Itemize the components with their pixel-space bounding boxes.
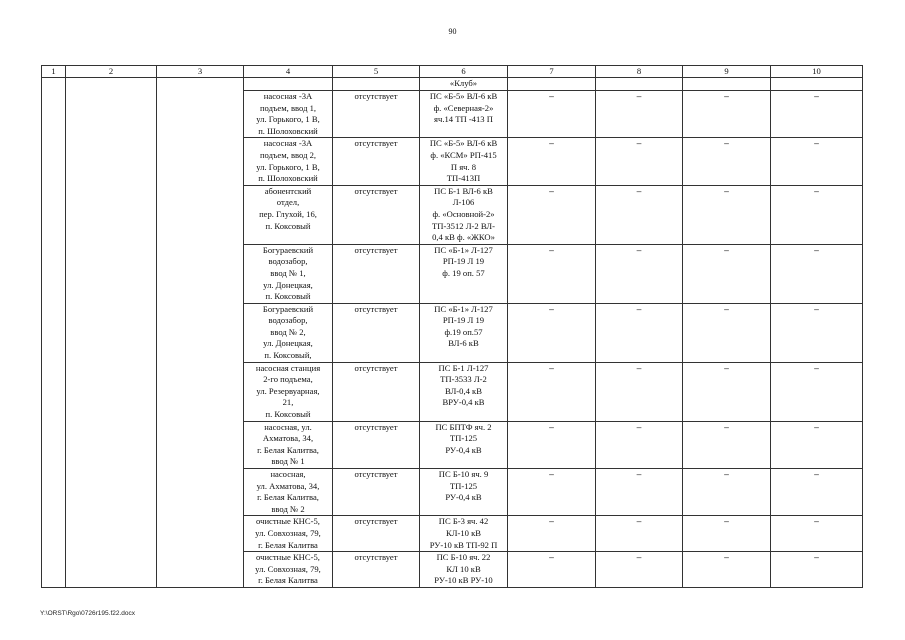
dash-cell-c9: –	[683, 185, 771, 244]
supply-cell-line: ф. «Основной-2»	[432, 208, 495, 219]
supply-cell-line: ПС Б-3 яч. 42	[438, 516, 489, 527]
supply-cell-line: КЛ-10 кВ	[445, 527, 482, 538]
object-cell-line: ул. Совхозная, 79,	[255, 563, 321, 574]
object-cell-line: насосная, ул.	[264, 421, 312, 432]
supply-cell-line: РУ-0,4 кВ	[445, 492, 482, 503]
object-cell-line: абонентский	[264, 185, 312, 196]
object-cell-line: ул. Резервуарная,	[256, 385, 320, 396]
supply-cell	[420, 552, 508, 588]
status-cell: отсутствует	[333, 552, 420, 588]
col-1-merged-cell	[42, 78, 66, 588]
supply-cell-line: ВЛ-0,4 кВ	[445, 385, 482, 396]
dash-cell-c7: –	[508, 552, 596, 588]
header-col-3: 3	[157, 66, 244, 78]
object-cell-line: ввод № 2	[271, 503, 305, 514]
object-cell	[244, 244, 333, 303]
dash-cell-c8: –	[596, 362, 683, 421]
dash-cell-c7: –	[508, 362, 596, 421]
supply-cell-line: ПС Б-1 ВЛ-6 кВ	[434, 185, 493, 196]
object-cell-line: п. Коксовый	[265, 220, 311, 231]
object-cell-line: ул. Совхозная, 79,	[255, 527, 321, 538]
supply-cell-line: ТП-3533 Л-2	[440, 374, 487, 385]
supply-cell-line: РП-19 Л 19	[442, 315, 485, 326]
header-col-4: 4	[244, 66, 333, 78]
object-cell-line: г. Белая Калитва,	[257, 444, 319, 455]
supply-cell-line: яч.14 ТП -413 П	[434, 114, 493, 125]
dash-cell-c10: –	[771, 138, 863, 185]
dash-cell-c10: –	[771, 244, 863, 303]
dash-cell-c7: –	[508, 138, 596, 185]
object-cell-line: ввод № 1	[271, 456, 305, 467]
dash-cell-c9: –	[683, 244, 771, 303]
header-col-8: 8	[596, 66, 683, 78]
supply-cell-line: ПС «Б-5» ВЛ-6 кВ	[429, 138, 498, 149]
supply-cell	[420, 244, 508, 303]
supply-cell-line: ТП-125	[449, 480, 478, 491]
object-cell-line: насосная -3А	[263, 138, 313, 149]
dash-cell-c7: –	[508, 244, 596, 303]
object-cell-line: водозабор,	[268, 256, 308, 267]
object-cell-line: Богураевский	[262, 244, 314, 255]
continuation-row	[42, 78, 863, 91]
status-cell: отсутствует	[333, 138, 420, 185]
supply-cell-line: ф.19 оп.57	[444, 326, 483, 337]
dash-cell-c10: –	[771, 303, 863, 362]
object-cell	[244, 421, 333, 468]
object-cell	[244, 516, 333, 552]
header-col-7: 7	[508, 66, 596, 78]
object-cell-line: Ахматова, 34,	[262, 433, 314, 444]
dash-cell-c9: –	[683, 138, 771, 185]
status-cell: отсутствует	[333, 244, 420, 303]
supply-cell-line: 0,4 кВ ф. «ЖКО»	[432, 232, 495, 243]
continuation-c8-cell	[596, 78, 683, 91]
dash-cell-c10: –	[771, 421, 863, 468]
object-cell	[244, 138, 333, 185]
supply-cell-line: ф. «КСМ» РП-415	[430, 149, 497, 160]
dash-cell-c7: –	[508, 469, 596, 516]
dash-cell-c10: –	[771, 469, 863, 516]
dash-cell-c7: –	[508, 91, 596, 138]
object-cell-line: ул. Донецкая,	[263, 338, 313, 349]
header-col-9: 9	[683, 66, 771, 78]
supply-cell-line: ТП-3512 Л-2 ВЛ-	[432, 220, 495, 231]
header-row	[42, 66, 863, 78]
object-cell-line: г. Белая Калитва	[258, 539, 318, 550]
dash-cell-c9: –	[683, 469, 771, 516]
status-cell: отсутствует	[333, 91, 420, 138]
object-cell-line: подъем, ввод 2,	[259, 149, 317, 160]
status-cell: отсутствует	[333, 362, 420, 421]
object-cell-line: очистные КНС-5,	[256, 516, 320, 527]
supply-cell	[420, 185, 508, 244]
supply-cell-line: ПС «Б-1» Л-127	[434, 303, 493, 314]
supply-cell-line: ПС Б-10 яч. 22	[436, 552, 491, 563]
object-cell-line: 21,	[282, 397, 294, 408]
continuation-status-cell	[333, 78, 420, 91]
status-cell: отсутствует	[333, 185, 420, 244]
dash-cell-c10: –	[771, 362, 863, 421]
page-number: 90	[448, 27, 457, 36]
supply-cell	[420, 469, 508, 516]
supply-cell-line: ВРУ-0,4 кВ	[442, 397, 485, 408]
supply-cell-line: ПС «Б-5» ВЛ-6 кВ	[429, 91, 498, 101]
dash-cell-c8: –	[596, 91, 683, 138]
object-cell	[244, 552, 333, 588]
supply-cell-line: ТП-413П	[446, 173, 481, 184]
object-cell-line: ул. Горького, 1 В,	[256, 161, 320, 172]
dash-cell-c8: –	[596, 469, 683, 516]
dash-cell-c7: –	[508, 185, 596, 244]
supply-cell-line: ТП-125	[449, 433, 478, 444]
object-cell-line: п. Коксовый,	[264, 350, 312, 361]
dash-cell-c9: –	[683, 303, 771, 362]
status-cell: отсутствует	[333, 469, 420, 516]
object-cell-line: очистные КНС-5,	[256, 552, 320, 563]
object-cell	[244, 362, 333, 421]
object-cell-line: п. Коксовый	[265, 409, 311, 420]
object-cell-line: ул. Горького, 1 В,	[256, 114, 320, 125]
status-cell: отсутствует	[333, 421, 420, 468]
data-table	[41, 65, 863, 588]
dash-cell-c9: –	[683, 91, 771, 138]
supply-cell	[420, 138, 508, 185]
supply-cell-line: ф. «Северная-2»	[433, 102, 494, 113]
object-cell-line: водозабор,	[268, 315, 308, 326]
dash-cell-c9: –	[683, 421, 771, 468]
supply-cell-line: ПС «Б-1» Л-127	[434, 244, 493, 255]
supply-cell	[420, 516, 508, 552]
supply-cell	[420, 303, 508, 362]
header-col-6: 6	[420, 66, 508, 78]
object-cell-line: п. Шолоховский	[258, 173, 318, 184]
supply-cell	[420, 421, 508, 468]
supply-cell-line: ПС БПТФ яч. 2	[435, 421, 492, 432]
supply-cell-line: Л-106	[452, 197, 475, 208]
supply-cell-line: КЛ 10 кВ	[446, 563, 481, 574]
dash-cell-c10: –	[771, 185, 863, 244]
object-cell-line: ул. Ахматова, 34,	[256, 480, 320, 491]
col-3-merged-cell	[157, 78, 244, 588]
supply-cell-line: ВЛ-6 кВ	[448, 338, 479, 349]
continuation-supply-cell: «Клуб»	[420, 78, 508, 91]
supply-cell-line: РП-19 Л 19	[442, 256, 485, 267]
object-cell	[244, 303, 333, 362]
object-cell-line: г. Белая Калитва,	[257, 492, 319, 503]
supply-cell	[420, 362, 508, 421]
object-cell-line: насосная станция	[255, 362, 321, 373]
dash-cell-c10: –	[771, 552, 863, 588]
object-cell-line: насосная -3А	[263, 91, 313, 101]
object-cell-line: п. Шолоховский	[258, 125, 318, 136]
dash-cell-c10: –	[771, 516, 863, 552]
object-cell-line: Богураевский	[262, 303, 314, 314]
object-cell-line: 2-го подъема,	[263, 374, 313, 385]
dash-cell-c8: –	[596, 185, 683, 244]
object-cell	[244, 91, 333, 138]
continuation-c7-cell	[508, 78, 596, 91]
status-cell: отсутствует	[333, 303, 420, 362]
continuation-c9-cell	[683, 78, 771, 91]
dash-cell-c8: –	[596, 244, 683, 303]
object-cell	[244, 185, 333, 244]
object-cell-line: ввод № 1,	[270, 267, 306, 278]
col-2-merged-cell	[66, 78, 157, 588]
dash-cell-c8: –	[596, 516, 683, 552]
dash-cell-c8: –	[596, 552, 683, 588]
footer-file-path: Y:\ORST\Rgo\0726r195.f22.docx	[40, 610, 136, 617]
supply-cell-line: ПС Б-10 яч. 9	[438, 469, 489, 479]
supply-cell-line: ПС Б-1 Л-127	[438, 362, 489, 373]
object-cell-line: п. Коксовый	[265, 291, 311, 302]
header-col-10: 10	[771, 66, 863, 78]
dash-cell-c7: –	[508, 303, 596, 362]
supply-cell-line: РУ-0,4 кВ	[445, 444, 482, 455]
supply-cell-line: П яч. 8	[450, 161, 477, 172]
object-cell-line: г. Белая Калитва	[258, 575, 318, 586]
header-col-5: 5	[333, 66, 420, 78]
object-cell	[244, 469, 333, 516]
dash-cell-c7: –	[508, 421, 596, 468]
header-col-1: 1	[42, 66, 66, 78]
dash-cell-c9: –	[683, 362, 771, 421]
supply-cell-line: ф. 19 оп. 57	[442, 267, 485, 278]
dash-cell-c8: –	[596, 138, 683, 185]
continuation-c10-cell	[771, 78, 863, 91]
object-cell-line: отдел,	[276, 197, 300, 208]
supply-cell-line: РУ-10 кВ РУ-10	[434, 575, 493, 586]
supply-cell	[420, 91, 508, 138]
header-col-2: 2	[66, 66, 157, 78]
supply-cell-line: РУ-10 кВ ТП-92 П	[429, 539, 498, 550]
dash-cell-c10: –	[771, 91, 863, 138]
dash-cell-c8: –	[596, 303, 683, 362]
object-cell-line: ул. Донецкая,	[263, 279, 313, 290]
object-cell-line: ввод № 2,	[270, 326, 306, 337]
dash-cell-c8: –	[596, 421, 683, 468]
object-cell-line: подъем, ввод 1,	[259, 102, 317, 113]
dash-cell-c7: –	[508, 516, 596, 552]
continuation-object-cell	[244, 78, 333, 91]
object-cell-line: пер. Глухой, 16,	[259, 208, 317, 219]
status-cell: отсутствует	[333, 516, 420, 552]
dash-cell-c9: –	[683, 552, 771, 588]
dash-cell-c9: –	[683, 516, 771, 552]
object-cell-line: насосная,	[270, 469, 306, 479]
